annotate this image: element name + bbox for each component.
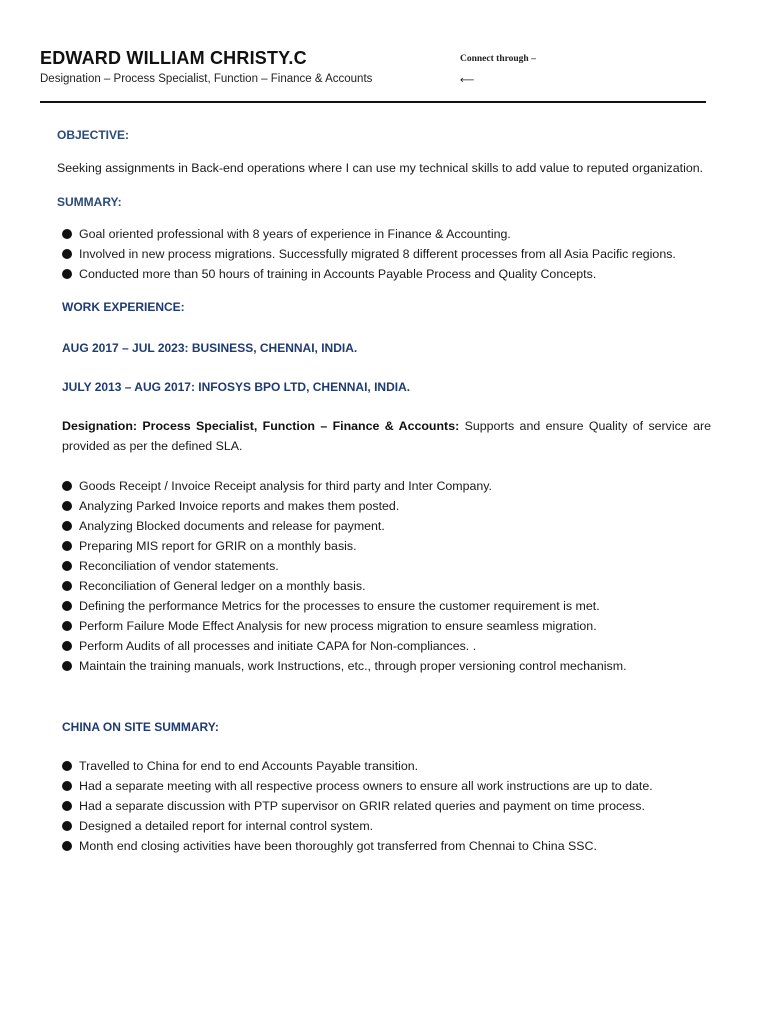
designation-text: Supports and ensure Quality of service are provided as per the defined SLA. — [62, 419, 711, 453]
summary-list — [62, 224, 676, 284]
candidate-name: EDWARD WILLIAM CHRISTY.C — [40, 48, 307, 68]
bullet-icon — [62, 641, 72, 651]
list-item: Preparing MIS report for GRIR on a monthly basis. — [62, 536, 627, 556]
list-item: Maintain the training manuals, work Instructions, etc., through proper versioning control mechanism. — [62, 656, 627, 676]
bullet-icon — [62, 581, 72, 591]
objective-text: Seeking assignments in Back-end operations where I can use my technical skills to add value to reputed organization. — [57, 161, 704, 175]
bullet-icon — [62, 249, 72, 259]
bullet-icon — [62, 601, 72, 611]
list-item: Designed a detailed report for internal control system. — [62, 816, 653, 836]
bullet-icon — [62, 229, 72, 239]
bullet-icon — [62, 821, 72, 831]
bullet-icon — [62, 661, 72, 671]
list-item: Month end closing activities have been thoroughly got transferred from Chennai to China SSC. — [62, 836, 653, 856]
list-item: Perform Audits of all processes and initiate CAPA for Non-compliances. . — [62, 636, 627, 656]
bullet-icon — [62, 501, 72, 511]
list-item: Reconciliation of vendor statements. — [62, 556, 627, 576]
bullet-icon — [62, 541, 72, 551]
work-duties-list — [62, 476, 627, 676]
list-item: Reconciliation of General ledger on a monthly basis. — [62, 576, 627, 596]
list-item: Travelled to China for end to end Accounts Payable transition. — [62, 756, 653, 776]
bullet-icon — [62, 269, 72, 279]
china-summary-list — [62, 756, 653, 856]
bullet-icon — [62, 841, 72, 851]
summary-heading: SUMMARY: — [57, 195, 122, 209]
header-divider — [40, 101, 706, 103]
list-item: Analyzing Parked Invoice reports and makes them posted. — [62, 496, 627, 516]
list-item: Goal oriented professional with 8 years of experience in Finance & Accounting. — [62, 224, 676, 244]
connect-arrow-icon: ⟵ — [460, 75, 475, 86]
work-experience-heading: WORK EXPERIENCE: — [62, 300, 185, 314]
job-heading-infosys: JULY 2013 – AUG 2017: INFOSYS BPO LTD, CHENNAI, INDIA. — [62, 380, 411, 394]
candidate-designation: Designation – Process Specialist, Function – Finance & Accounts — [40, 73, 373, 85]
bullet-icon — [62, 781, 72, 791]
designation-paragraph — [62, 416, 711, 456]
bullet-icon — [62, 521, 72, 531]
job-heading-business: AUG 2017 – JUL 2023: BUSINESS, CHENNAI, INDIA. — [62, 341, 358, 355]
list-item: Goods Receipt / Invoice Receipt analysis for third party and Inter Company. — [62, 476, 627, 496]
list-item: Conducted more than 50 hours of training in Accounts Payable Process and Quality Concepts. — [62, 264, 676, 284]
bullet-icon — [62, 761, 72, 771]
list-item: Defining the performance Metrics for the processes to ensure the customer requirement is met. — [62, 596, 627, 616]
bullet-icon — [62, 561, 72, 571]
china-summary-heading: CHINA ON SITE SUMMARY: — [62, 720, 219, 734]
list-item: Had a separate discussion with PTP supervisor on GRIR related queries and payment on time process. — [62, 796, 653, 816]
connect-label: Connect through – — [460, 54, 536, 64]
list-item: Analyzing Blocked documents and release for payment. — [62, 516, 627, 536]
list-item: Had a separate meeting with all respective process owners to ensure all work instructions are up to date. — [62, 776, 653, 796]
bullet-icon — [62, 621, 72, 631]
list-item: Perform Failure Mode Effect Analysis for new process migration to ensure seamless migration. — [62, 616, 627, 636]
list-item: Involved in new process migrations. Successfully migrated 8 different processes from all Asia Pacific regions. — [62, 244, 676, 264]
bullet-icon — [62, 481, 72, 491]
bullet-icon — [62, 801, 72, 811]
designation-label: Designation: Process Specialist, Function – Finance & Accounts: — [62, 419, 460, 433]
objective-heading: OBJECTIVE: — [57, 128, 130, 142]
